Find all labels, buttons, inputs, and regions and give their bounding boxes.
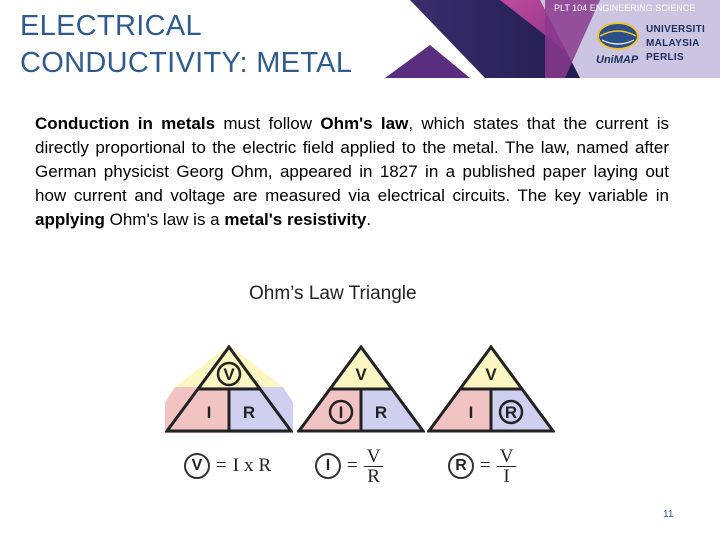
logo-line2: MALAYSIA — [646, 38, 700, 49]
triangle-top-letter: V — [355, 365, 367, 384]
triangle-left-letter: I — [206, 403, 212, 422]
logo-mark: UniMAP — [596, 54, 639, 66]
slide-title-line1: ELECTRICAL — [20, 10, 202, 42]
formula-equals: = — [480, 455, 491, 476]
body-text-run: Ohm's law is a — [104, 210, 225, 229]
triangle-left-letter: I — [468, 403, 474, 422]
formula-equals: = — [347, 455, 358, 476]
body-text-run: must follow — [215, 114, 321, 133]
body-bold-run: Conduction in metals — [35, 114, 216, 133]
triangle-right-letter: R — [504, 403, 518, 422]
fraction-numerator: V — [497, 447, 517, 467]
triangle-top-letter: V — [485, 365, 497, 384]
formula-lhs: I — [315, 453, 341, 479]
ohm-triangle-r — [427, 345, 555, 433]
fraction-numerator: V — [364, 447, 384, 467]
triangle-left-region — [429, 389, 491, 431]
formula-term-a: I — [232, 455, 240, 476]
slide-title — [20, 8, 352, 82]
formula-lhs: V — [184, 453, 210, 479]
fraction-denominator: I — [503, 465, 510, 487]
university-logo — [590, 14, 718, 72]
body-text-run: . — [366, 210, 372, 229]
course-code: PLT 104 ENGINEERING SCIENCE — [554, 3, 696, 13]
formula-times: x — [244, 455, 254, 476]
body-bold-run: metal's resistivity — [224, 210, 367, 229]
formula-fraction — [364, 447, 384, 486]
triangle-right-letter: R — [242, 403, 256, 422]
ohm-triangle-v — [165, 345, 293, 433]
triangle-right-letter: R — [374, 403, 388, 422]
formula-voltage — [184, 444, 271, 488]
triangle-left-region — [165, 387, 229, 433]
body-paragraph — [35, 112, 669, 232]
banner-shape-small — [385, 45, 470, 78]
body-text-run: , which states that the current is directly proportional to the electric field applied to the metal. The law, named after German physicist Georg Ohm, appeared in 1827 in a published paper laying out how current and voltage are measured via electrical circuits. The key variable in — [35, 114, 669, 205]
ohm-triangle-i — [297, 345, 425, 433]
logo-line3: PERLIS — [646, 52, 684, 63]
body-bold-run: Ohm's law — [320, 114, 409, 133]
formula-current — [315, 444, 383, 488]
body-bold-run: applying — [35, 210, 105, 229]
triangle-right-region — [229, 387, 293, 433]
formula-lhs: R — [448, 453, 474, 479]
fraction-denominator: R — [367, 465, 380, 487]
triangle-top-letter: V — [223, 365, 235, 384]
formula-equals: = — [216, 455, 227, 476]
page-number: 11 — [663, 509, 674, 520]
formula-term-b: R — [258, 455, 272, 476]
formula-resistance — [448, 444, 516, 488]
slide-title-line2: CONDUCTIVITY: METAL — [20, 47, 353, 79]
formula-fraction — [497, 447, 517, 486]
triangle-right-region — [361, 389, 423, 431]
figure-title: Ohm’s Law Triangle — [249, 283, 417, 304]
triangle-left-letter: I — [338, 403, 344, 422]
logo-line1: UNIVERSITI — [646, 24, 706, 35]
